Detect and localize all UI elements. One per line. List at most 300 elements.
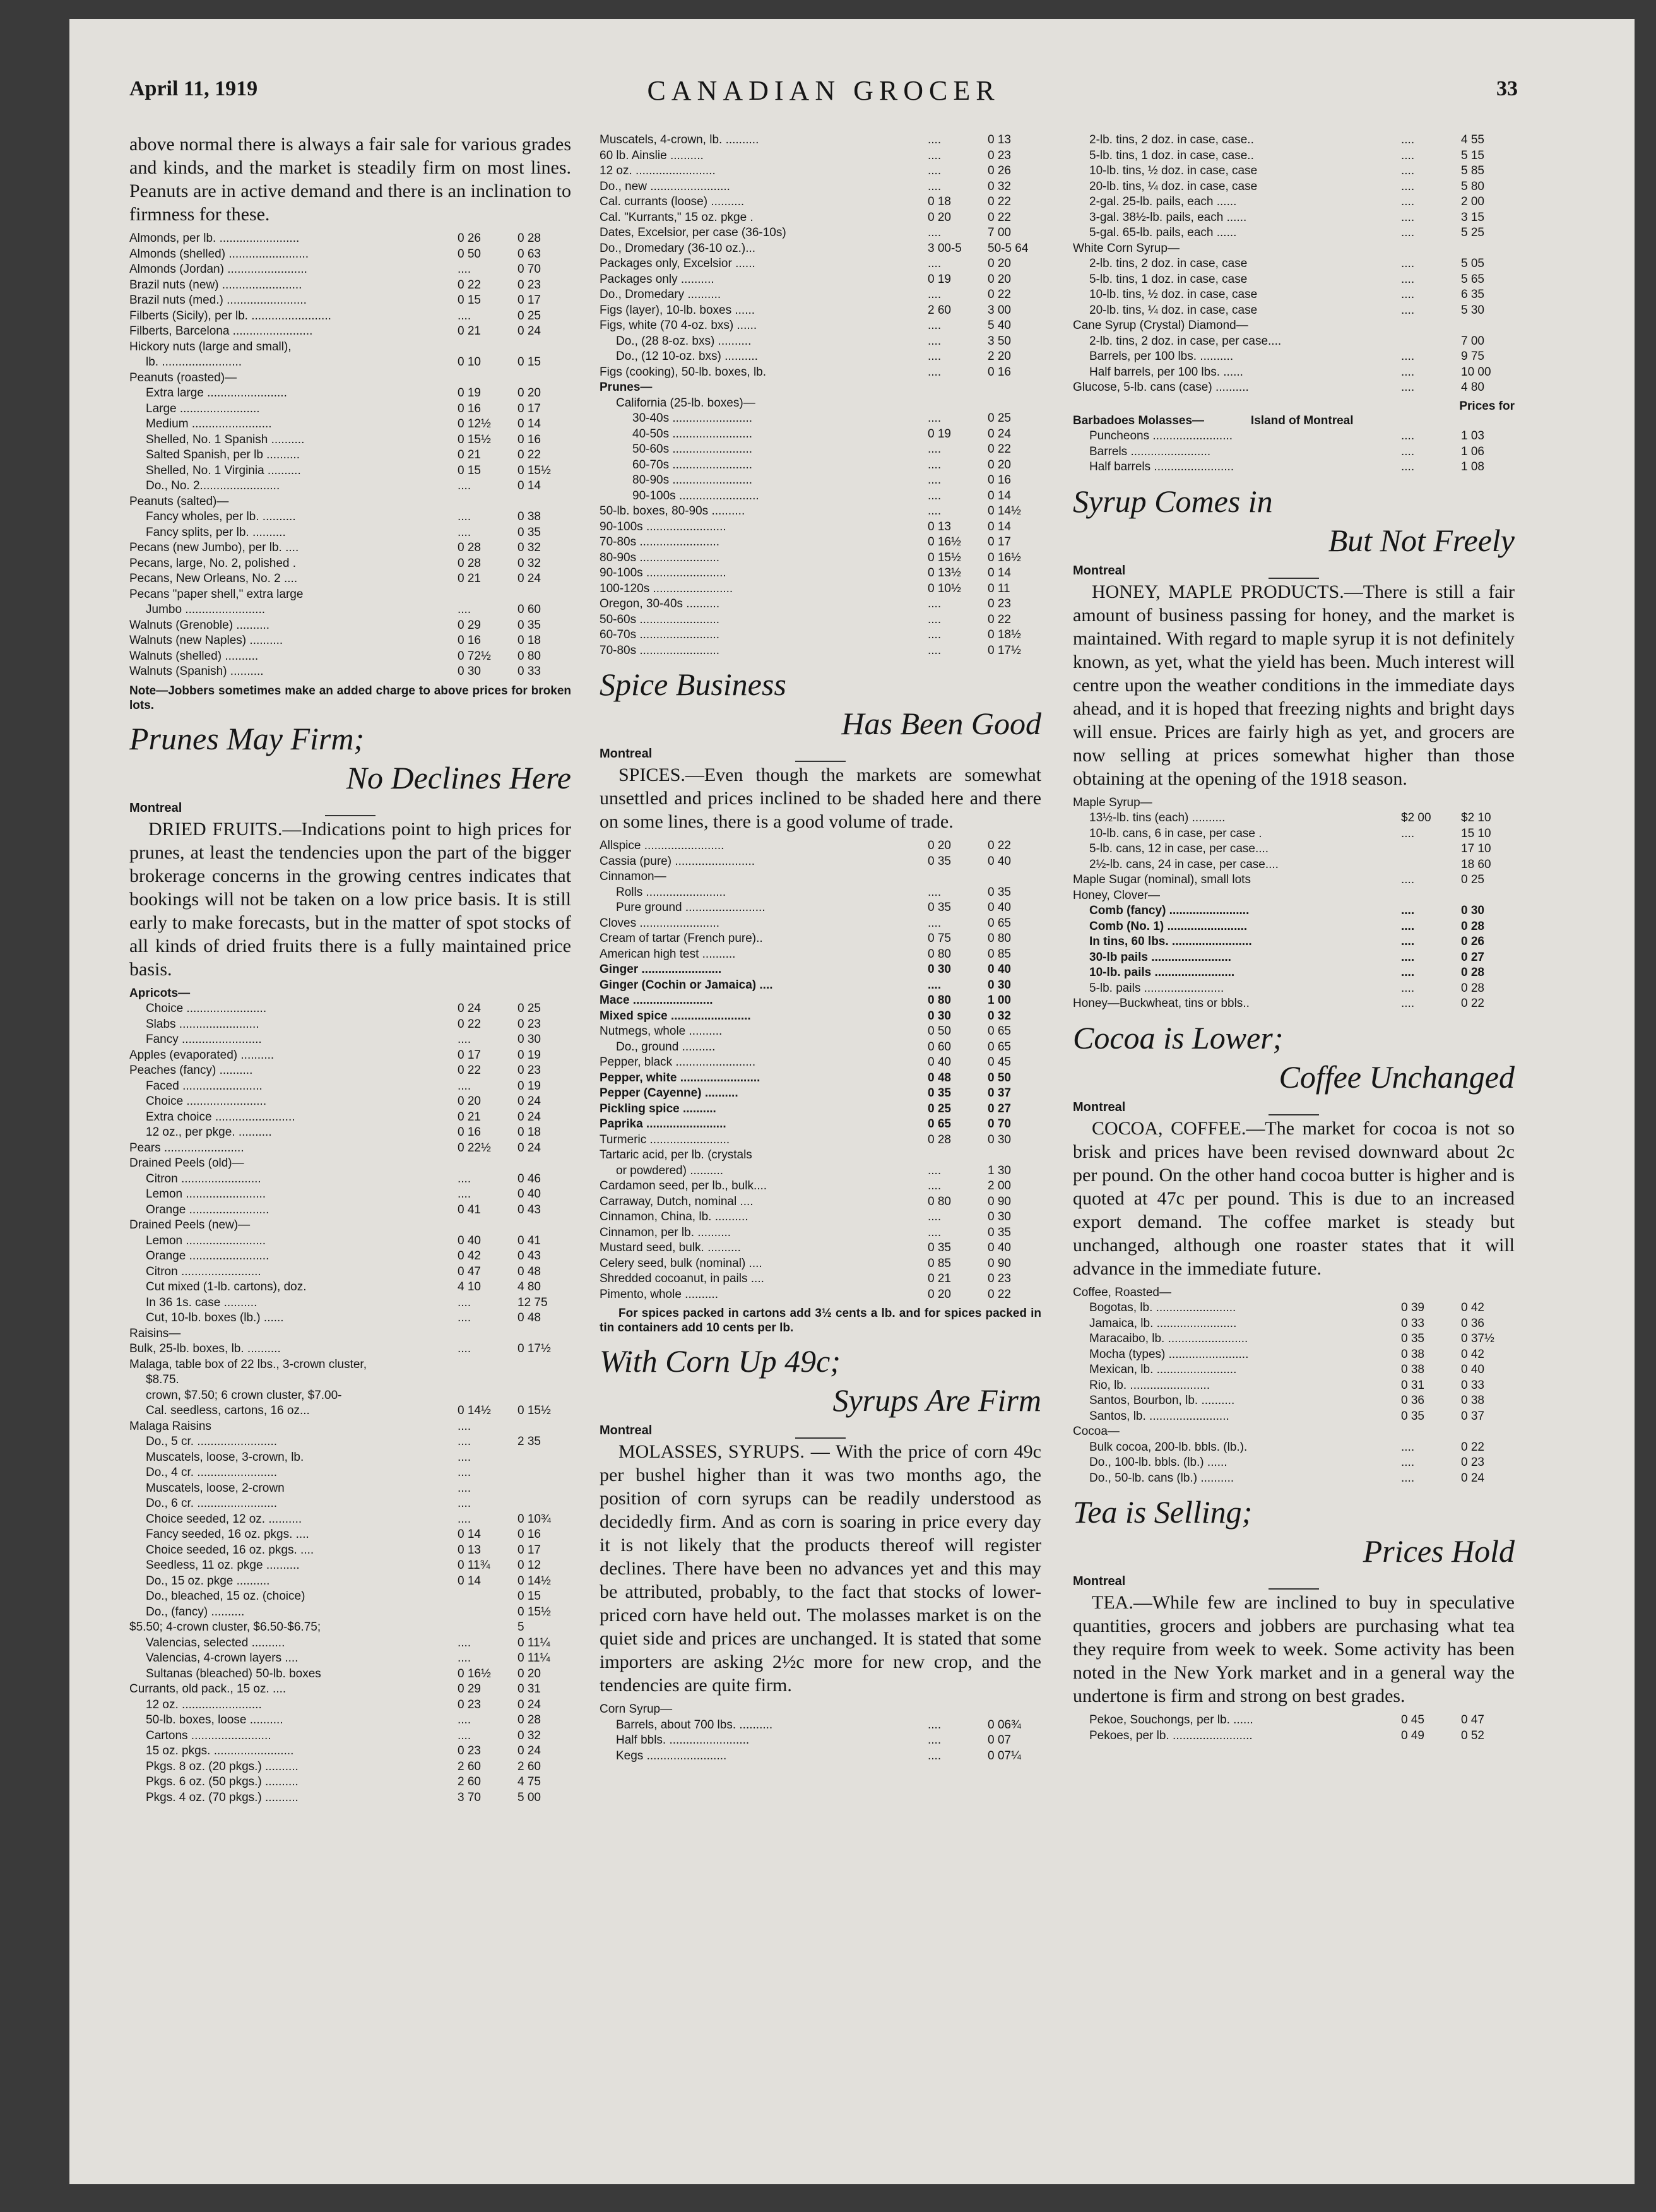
- item-name: Packages only ..........: [600, 272, 714, 286]
- price-row: [600, 256, 1041, 272]
- price-low: ....: [928, 473, 942, 487]
- price-row: [1073, 256, 1515, 272]
- item-name: Celery seed, bulk (nominal) ....: [600, 1256, 762, 1270]
- price-high: 0 17: [518, 1543, 541, 1557]
- item-name: Comb (No. 1) ........................: [1089, 919, 1248, 933]
- price-high: $2 10: [1461, 811, 1491, 824]
- price-row: [600, 1718, 1041, 1733]
- item-name: Honey, Clover—: [1073, 888, 1160, 902]
- price-high: 0 28: [518, 232, 541, 245]
- item-name: Choice seeded, 12 oz. ..........: [146, 1512, 302, 1526]
- price-low: 0 13½: [928, 566, 961, 580]
- price-low: [458, 1605, 518, 1620]
- price-low: ....: [928, 365, 942, 379]
- item-name: Cinnamon, per lb. ..........: [600, 1225, 731, 1239]
- item-name: Seedless, 11 oz. pkge ..........: [146, 1559, 300, 1572]
- price-row: [600, 931, 1041, 947]
- price-high: 0 80: [518, 649, 541, 663]
- price-high: 3 15: [1461, 210, 1484, 224]
- item-name: Do., No. 2........................: [146, 479, 280, 492]
- item-name: 20-lb. tins, ¼ doz. in case, case: [1089, 179, 1258, 193]
- item-name: Carraway, Dutch, nominal ....: [600, 1194, 754, 1208]
- price-high: 0 47: [1461, 1713, 1484, 1727]
- price-row: [129, 1187, 571, 1203]
- price-row: [1073, 444, 1515, 460]
- price-low: [1401, 841, 1461, 857]
- item-name: 2-lb. tins, 2 doz. in case, case: [1089, 257, 1248, 270]
- heading-syrup-line1: Syrup Comes in: [1073, 483, 1273, 519]
- price-high: 0 22: [518, 448, 541, 461]
- price-high: 0 37½: [1461, 1332, 1494, 1345]
- price-row: [1073, 872, 1515, 888]
- price-low: 0 16: [458, 634, 481, 647]
- price-row: [600, 1086, 1041, 1102]
- item-name: crown, $7.50; 6 crown cluster, $7.00-: [146, 1388, 342, 1402]
- price-high: 0 28: [1461, 981, 1484, 995]
- price-high: 0 22: [988, 839, 1011, 852]
- header-date: April 11, 1919: [129, 77, 258, 100]
- item-name: Honey—Buckwheat, tins or bbls..: [1073, 997, 1250, 1010]
- price-row: [600, 380, 1041, 396]
- item-name: Pkgs. 8 oz. (20 pkgs.) ..........: [146, 1759, 299, 1773]
- price-low: 0 29: [458, 618, 481, 632]
- price-high: 0 24: [518, 1141, 541, 1155]
- price-high: 0 24: [518, 1095, 541, 1108]
- item-name: Maracaibo, lb. ........................: [1089, 1332, 1248, 1345]
- price-low: 0 13: [458, 1543, 481, 1557]
- price-low: [928, 380, 988, 396]
- price-row: [129, 1558, 571, 1574]
- item-name: 40-50s ........................: [632, 427, 753, 441]
- price-row: [1073, 1424, 1515, 1440]
- price-low: ....: [928, 133, 942, 146]
- price-high: 0 30: [988, 1210, 1011, 1223]
- price-high: 0 37: [988, 1086, 1011, 1100]
- page-header: [129, 74, 1518, 112]
- item-name: Mexican, lb. ........................: [1089, 1363, 1237, 1376]
- price-low: 0 28: [928, 1133, 951, 1146]
- item-name: 12 oz., per pkge. ..........: [146, 1126, 272, 1139]
- price-row: [1073, 241, 1515, 257]
- price-high: 0 14½: [988, 504, 1021, 518]
- price-low: 2 60: [928, 303, 951, 317]
- price-high: 0 26: [1461, 935, 1484, 948]
- item-name: Tartaric acid, per lb. (crystals: [600, 1148, 752, 1162]
- item-name: 70-80s ........................: [600, 643, 720, 657]
- price-low: ....: [928, 597, 942, 610]
- price-row: [129, 1388, 571, 1404]
- item-name: Mixed spice ........................: [600, 1009, 751, 1023]
- item-name: Citron ........................: [146, 1172, 261, 1186]
- price-low: [1401, 857, 1461, 873]
- price-row: [129, 1605, 571, 1620]
- price-low: 0 38: [1401, 1347, 1424, 1361]
- item-name: 80-90s ........................: [632, 473, 753, 487]
- heading-corn-line2: Syrups Are Firm: [832, 1382, 1041, 1418]
- corn-syrup-price-list: [600, 1702, 1041, 1764]
- item-name: Choice ........................: [146, 1095, 267, 1108]
- price-row: [129, 540, 571, 556]
- price-row: [129, 618, 571, 634]
- price-row: [600, 566, 1041, 581]
- tea-price-list: [1073, 1713, 1515, 1744]
- price-row: [129, 986, 571, 1002]
- price-high: 0 17½: [988, 643, 1021, 657]
- price-row: [129, 1326, 571, 1342]
- price-low: 0 75: [928, 932, 951, 945]
- item-name: Do., 5 cr. ........................: [146, 1435, 277, 1448]
- price-low: 0 16: [458, 401, 481, 415]
- price-row: [600, 1702, 1041, 1718]
- price-high: 0 22: [988, 612, 1011, 626]
- price-row: [600, 962, 1041, 978]
- price-row: [600, 869, 1041, 885]
- price-high: [518, 371, 571, 386]
- price-low: [1401, 888, 1461, 904]
- item-name: 60-70s ........................: [632, 458, 753, 472]
- price-high: [988, 396, 1041, 412]
- price-row: [1073, 148, 1515, 164]
- price-high: 0 20: [988, 257, 1011, 270]
- price-low: ....: [1401, 826, 1415, 840]
- price-high: 0 23: [518, 1017, 541, 1031]
- price-high: 0 15½: [518, 1605, 551, 1619]
- price-row: [600, 241, 1041, 257]
- item-name: Pimento, whole ..........: [600, 1287, 718, 1301]
- molasses-header: [1073, 413, 1515, 429]
- item-name: Drained Peels (new)—: [129, 1218, 251, 1232]
- price-row: [1073, 349, 1515, 365]
- price-low: 0 20: [928, 839, 951, 852]
- price-low: 0 19: [928, 272, 951, 286]
- dried-fruits-text: DRIED FRUITS.—Indications point to high prices for prunes, at least the tendencies upon the part of the bigger brokerage concerns in the growing centres indicates that bookings will not be taken on a low price basis. It is still early to make forecasts, but in the matter of spot stocks of all kinds of dried fruits there is a fully maintained price basis.: [129, 818, 571, 980]
- price-high: 5 15: [1461, 148, 1484, 162]
- item-name: Valencias, 4-crown layers ....: [146, 1651, 299, 1665]
- item-name: 12 oz. ........................: [600, 164, 716, 177]
- item-name: Bulk, 25-lb. boxes, lb. ..........: [129, 1342, 281, 1355]
- price-low: ....: [1401, 935, 1415, 948]
- price-low: ....: [1401, 179, 1415, 193]
- price-row: [1073, 194, 1515, 210]
- price-low: 0 28: [458, 541, 481, 554]
- price-row: [600, 581, 1041, 597]
- price-high: 0 27: [988, 1102, 1011, 1115]
- price-row: [1073, 365, 1515, 381]
- price-row: [129, 1094, 571, 1110]
- item-name: Cardamon seed, per lb., bulk....: [600, 1179, 767, 1192]
- item-name: Pecans (new Jumbo), per lb. ....: [129, 541, 299, 554]
- item-name: Do., (12 10-oz. bxs) ..........: [616, 350, 758, 363]
- price-row: [129, 1744, 571, 1759]
- price-row: [600, 1133, 1041, 1148]
- price-row: [600, 612, 1041, 628]
- price-high: 0 41: [518, 1234, 541, 1247]
- dates-figs-prunes-price-list: [600, 133, 1041, 658]
- price-row: [129, 1218, 571, 1234]
- item-name: Almonds, per lb. ........................: [129, 232, 300, 245]
- price-high: 6 35: [1461, 288, 1484, 301]
- syrup-price-list: [1073, 133, 1515, 396]
- price-low: 0 45: [1401, 1713, 1424, 1727]
- price-low: 0 15: [458, 463, 481, 477]
- price-low: 0 30: [458, 665, 481, 678]
- item-name: Citron ........................: [146, 1264, 261, 1278]
- item-name: Mace ........................: [600, 994, 713, 1007]
- price-row: [129, 417, 571, 432]
- price-high: 10 00: [1461, 365, 1491, 379]
- price-low: $2 00: [1401, 811, 1431, 824]
- item-name: 15 oz. pkgs. ........................: [146, 1744, 294, 1757]
- price-row: [129, 340, 571, 355]
- price-high: 17 10: [1461, 842, 1491, 855]
- price-row: [1073, 1362, 1515, 1378]
- heading-spice-line1: Spice Business: [600, 667, 786, 702]
- price-low: ....: [1401, 904, 1415, 917]
- price-row: [129, 231, 571, 247]
- item-name: Brazil nuts (med.) ........................: [129, 294, 307, 307]
- price-high: 0 14: [988, 566, 1011, 580]
- spices-text: SPICES.—Even though the markets are somewhat unsettled and prices inclined to be shaded here and there on some lines, there is a good volume of trade.: [600, 764, 1041, 832]
- price-low: ....: [1401, 210, 1415, 224]
- tea-text: TEA.—While few are inclined to buy in speculative quantities, grocers and jobbers are purchasing what tea they require from week to week. Some activity has been noted in the New York market and in a general way the undertone is firm and strong on best grades.: [1073, 1592, 1515, 1706]
- price-high: 0 14: [518, 417, 541, 431]
- price-row: [129, 1048, 571, 1064]
- price-low: ....: [928, 164, 942, 177]
- price-row: [129, 1234, 571, 1249]
- spices-note: For spices packed in cartons add 3½ cents a lb. and for spices packed in tin containers add 10 cents per lb.: [600, 1307, 1041, 1335]
- price-row: [600, 916, 1041, 932]
- price-row: [600, 210, 1041, 226]
- item-name: 3-gal. 38½-lb. pails, each ......: [1089, 210, 1247, 224]
- price-low: [1401, 334, 1461, 350]
- price-row: [129, 1450, 571, 1466]
- price-row: [600, 473, 1041, 489]
- item-name: 5-lb. tins, 1 doz. in case, case..: [1089, 148, 1254, 162]
- price-row: [129, 649, 571, 665]
- price-high: 0 90: [988, 1194, 1011, 1208]
- item-name: Do., ground ..........: [616, 1040, 716, 1054]
- item-name: Pecans "paper shell," extra large: [129, 587, 304, 601]
- price-row: [129, 1203, 571, 1218]
- price-row: [129, 1172, 571, 1187]
- price-low: 0 22: [458, 1064, 481, 1077]
- price-low: ....: [458, 479, 471, 492]
- price-low: [458, 340, 518, 355]
- price-row: [1073, 303, 1515, 319]
- item-name: Half barrels, per 100 lbs. ......: [1089, 365, 1243, 379]
- price-row: [1073, 1316, 1515, 1332]
- price-low: 0 11¾: [458, 1559, 490, 1572]
- price-row: [600, 1271, 1041, 1287]
- item-name: Glucose, 5-lb. cans (case) ..........: [1073, 381, 1249, 394]
- item-name: California (25-lb. boxes)—: [616, 396, 755, 410]
- item-name: Cal. "Kurrants," 15 oz. pkge .: [600, 210, 754, 224]
- price-row: [1073, 1393, 1515, 1409]
- price-row: [129, 1280, 571, 1295]
- price-high: 0 07¼: [988, 1749, 1021, 1763]
- price-low: [928, 869, 988, 885]
- price-low: 0 40: [458, 1234, 481, 1247]
- price-high: 0 22: [1461, 997, 1484, 1010]
- price-high: 0 11¼: [518, 1651, 550, 1665]
- price-row: [129, 1698, 571, 1713]
- price-row: [600, 643, 1041, 659]
- item-name: Comb (fancy) ........................: [1089, 904, 1250, 917]
- price-low: ....: [1401, 997, 1415, 1010]
- price-high: [1461, 318, 1515, 334]
- price-row: [1073, 318, 1515, 334]
- price-low: ....: [1401, 966, 1415, 979]
- price-row: [600, 489, 1041, 504]
- price-low: 0 21: [458, 1110, 481, 1124]
- price-high: 0 30: [518, 1033, 541, 1046]
- price-row: [129, 247, 571, 263]
- price-row: [600, 1163, 1041, 1179]
- price-row: [129, 1589, 571, 1605]
- item-name: Fancy ........................: [146, 1033, 262, 1046]
- item-name: 30-lb pails ........................: [1089, 950, 1231, 964]
- item-name: Extra large ........................: [146, 386, 287, 400]
- price-high: 0 33: [518, 665, 541, 678]
- price-high: 5 80: [1461, 179, 1484, 193]
- price-high: 18 60: [1461, 857, 1491, 871]
- spices-price-list: [600, 838, 1041, 1302]
- price-high: 3 00: [988, 303, 1011, 317]
- price-row: [129, 262, 571, 278]
- price-low: 0 24: [458, 1002, 481, 1015]
- price-high: 0 24: [1461, 1471, 1484, 1485]
- price-high: [988, 1148, 1041, 1163]
- column-1: [129, 133, 571, 1809]
- item-name: Do., (28 8-oz. bxs) ..........: [616, 334, 752, 348]
- nuts-price-list: [129, 231, 571, 680]
- price-low: ....: [458, 1187, 471, 1201]
- price-row: [1073, 795, 1515, 811]
- price-low: 0 20: [458, 1095, 481, 1108]
- price-low: ....: [928, 1163, 942, 1177]
- price-row: [129, 1017, 571, 1033]
- price-low: 0 50: [928, 1025, 951, 1038]
- price-row: [600, 1040, 1041, 1055]
- item-name: Apples (evaporated) ..........: [129, 1048, 275, 1062]
- price-low: ....: [928, 1210, 942, 1223]
- price-high: 0 70: [518, 263, 541, 276]
- price-low: ....: [458, 1481, 471, 1495]
- item-name: Faced ........................: [146, 1079, 263, 1093]
- price-low: 0 30: [928, 963, 951, 976]
- item-name: In 36 1s. case ..........: [146, 1295, 257, 1309]
- price-low: 0 15½: [928, 550, 961, 564]
- item-name: Kegs ........................: [616, 1749, 727, 1763]
- item-name: 10-lb. tins, ½ doz. in case, case: [1089, 164, 1258, 177]
- price-high: 0 52: [1461, 1728, 1484, 1742]
- price-low: 2 60: [458, 1775, 481, 1788]
- price-low: 0 20: [928, 1287, 951, 1301]
- price-low: ....: [928, 489, 942, 502]
- price-row: [129, 1079, 571, 1095]
- item-name: Currants, old pack., 15 oz. ....: [129, 1682, 287, 1696]
- price-low: ....: [458, 1713, 471, 1727]
- price-high: 0 24: [518, 1110, 541, 1124]
- price-low: 0 16½: [458, 1667, 491, 1680]
- item-name: Cassia (pure) ........................: [600, 854, 755, 868]
- price-low: ....: [458, 1450, 471, 1464]
- item-name: 2½-lb. cans, 24 in case, per case....: [1089, 857, 1279, 871]
- price-low: 0 22: [458, 1017, 481, 1031]
- price-high: 12 75: [518, 1295, 548, 1309]
- item-name: Packages only, Excelsior ......: [600, 257, 755, 270]
- price-low: 0 16½: [928, 535, 961, 549]
- price-row: [600, 334, 1041, 350]
- price-row: [1073, 826, 1515, 842]
- price-low: [458, 1156, 518, 1172]
- price-row: [129, 587, 571, 603]
- price-row: [129, 1032, 571, 1048]
- molasses-price-list: [1073, 429, 1515, 475]
- item-name: Ginger ........................: [600, 963, 722, 976]
- price-row: [600, 272, 1041, 288]
- item-name: 2-lb. tins, 2 doz. in case, per case....: [1089, 334, 1282, 348]
- price-high: 0 42: [1461, 1347, 1484, 1361]
- price-low: ....: [458, 1497, 471, 1510]
- price-row: [600, 194, 1041, 210]
- divider: [1269, 1114, 1319, 1115]
- price-low: ....: [1401, 148, 1415, 162]
- price-high: 2 00: [988, 1179, 1011, 1192]
- price-low: [458, 587, 518, 603]
- item-name: Orange ........................: [146, 1203, 269, 1216]
- price-high: 2 20: [988, 350, 1011, 363]
- price-low: ....: [928, 443, 942, 456]
- price-high: 0 48: [518, 1264, 541, 1278]
- price-low: ....: [928, 334, 942, 348]
- price-high: 0 85: [988, 947, 1011, 961]
- price-low: ....: [928, 148, 942, 162]
- item-name: Sultanas (bleached) 50-lb. boxes: [146, 1667, 321, 1680]
- price-high: [518, 1419, 571, 1435]
- cocoa-coffee-text: COCOA, COFFEE.—The market for cocoa is not so brisk and prices have been revised downward about 2c per pound. On the other hand cocoa butter is higher and is quoted at 47c per pound. This is due to an increased export demand. The coffee market is steady but unchanged, although one roaster states that it will advance in the immediate future.: [1073, 1117, 1515, 1279]
- price-low: 0 36: [1401, 1394, 1424, 1407]
- price-low: [458, 371, 518, 386]
- price-row: [1073, 460, 1515, 475]
- price-high: 4 80: [1461, 381, 1484, 394]
- price-high: 0 23: [988, 597, 1011, 610]
- price-high: 1 06: [1461, 444, 1484, 458]
- item-name: Do., 15 oz. pkge ..........: [146, 1574, 270, 1588]
- item-name: Puncheons ........................: [1089, 429, 1233, 443]
- divider: [795, 1437, 846, 1439]
- price-row: [129, 293, 571, 309]
- item-name: 50-lb. boxes, loose ..........: [146, 1713, 283, 1727]
- price-high: [518, 986, 571, 1002]
- price-row: [129, 1636, 571, 1651]
- price-row: [129, 1543, 571, 1559]
- price-row: [600, 1733, 1041, 1749]
- price-high: 0 10¾: [518, 1512, 551, 1526]
- price-high: 0 48: [518, 1311, 541, 1324]
- price-row: [1073, 811, 1515, 826]
- item-name: Ginger (Cochin or Jamaica) ....: [600, 978, 773, 992]
- price-high: 0 19: [518, 1079, 541, 1093]
- price-high: 0 37: [1461, 1409, 1484, 1423]
- price-low: ....: [1401, 365, 1415, 379]
- price-row: [129, 1790, 571, 1806]
- price-low: ....: [928, 978, 942, 992]
- price-row: [129, 494, 571, 510]
- price-row: [1073, 1378, 1515, 1394]
- price-low: [458, 1589, 518, 1605]
- price-high: 0 15½: [518, 463, 551, 477]
